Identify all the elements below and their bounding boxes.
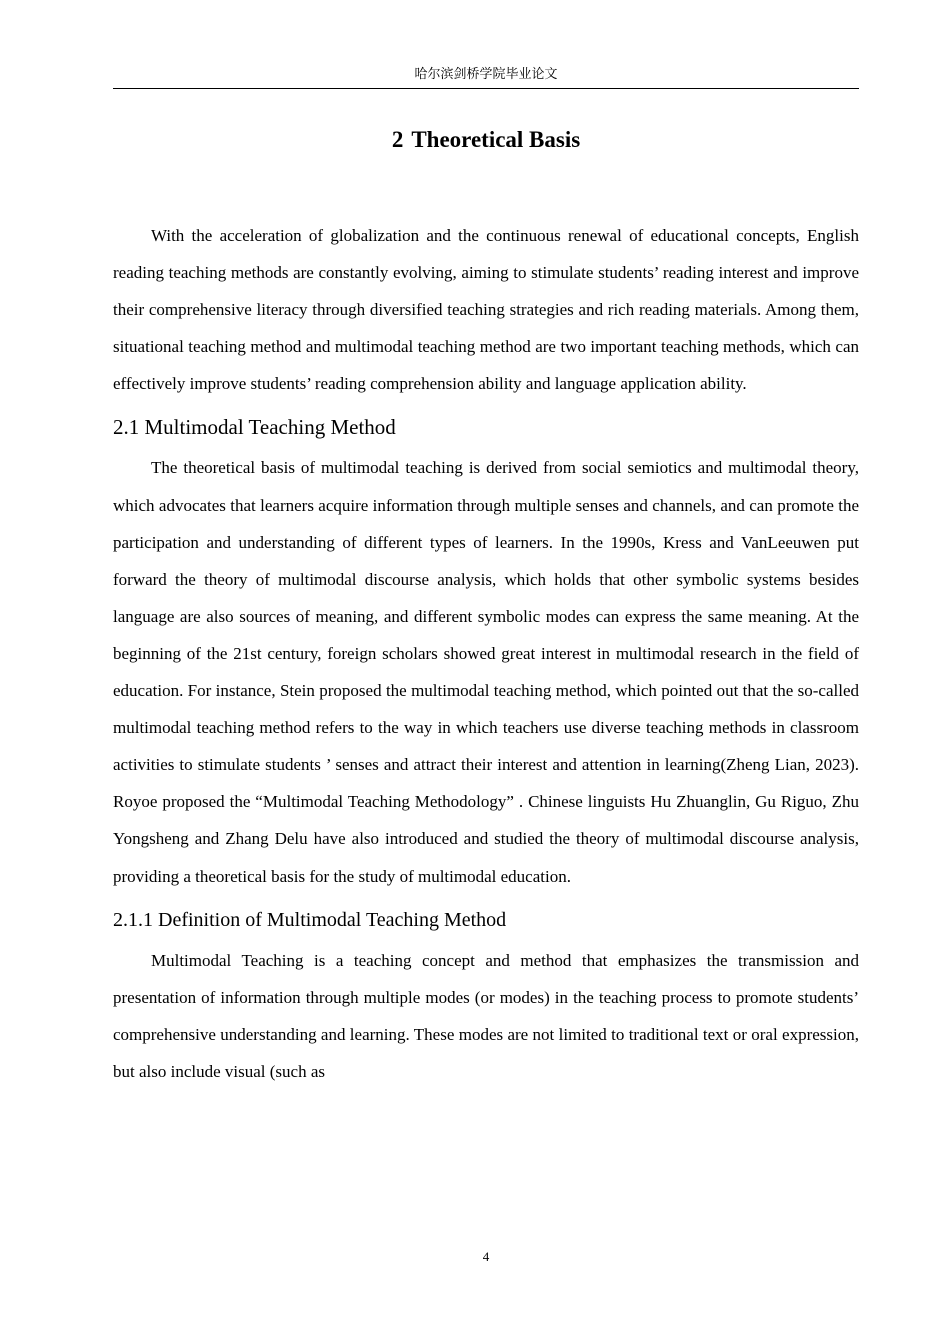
- header-rule: [113, 88, 859, 89]
- chapter-number: 2: [391, 127, 404, 152]
- section-2-1-1-paragraph: Multimodal Teaching is a teaching concept and method that emphasizes the transmission and presentation of information through multiple modes (or modes) in the teaching process to promote students’ comprehensive understanding and learning. These modes are not limited to traditional text or oral expression, but also include visual (such as: [113, 950, 859, 1081]
- chapter-title: [113, 124, 859, 156]
- body-text: [113, 217, 859, 1090]
- section-heading-2-1-1: 2.1.1 Definition of Multimodal Teaching Method: [113, 908, 507, 931]
- running-header: 哈尔滨剑桥学院毕业论文: [414, 67, 558, 82]
- intro-paragraph: With the acceleration of globalization and the continuous renewal of educational concepts, English reading teaching methods are constantly evolving, aiming to stimulate students’ reading interest and improve their comprehensive literacy through diversified teaching strategies and rich reading materials. Among them, situational teaching method and multimodal teaching method are two important teaching methods, which can effectively improve students’ reading comprehension ability and language application ability.: [113, 226, 859, 394]
- page-number: 4: [482, 1249, 490, 1264]
- section-heading-2-1: 2.1 Multimodal Teaching Method: [113, 415, 396, 440]
- chapter-title-text: Theoretical Basis: [411, 127, 581, 152]
- section-2-1-paragraph: The theoretical basis of multimodal teaching is derived from social semiotics and multimodal theory, which advocates that learners acquire information through multiple senses and channels, and can promote the participation and understanding of different types of learners. In the 1990s, Kress and VanLeeuwen put forward the theory of multimodal discourse analysis, which holds that other symbolic systems besides language are also sources of meaning, and different symbolic modes can express the same meaning. At the beginning of the 21st century, foreign scholars showed great interest in multimodal research in the field of education. For instance, Stein proposed the multimodal teaching method, which pointed out that the so-called multimodal teaching method refers to the way in which teachers use diverse teaching methods in classroom activities to stimulate students ’ senses and attract their interest and attention in learning(Zheng Lian, 2023). Royoe proposed the “Multimodal Teaching Methodology” . Chinese linguists Hu Zhuanglin, Gu Riguo, Zhu Yongsheng and Zhang Delu have also introduced and studied the theory of multimodal discourse analysis, providing a theoretical basis for the study of multimodal education.: [113, 458, 859, 886]
